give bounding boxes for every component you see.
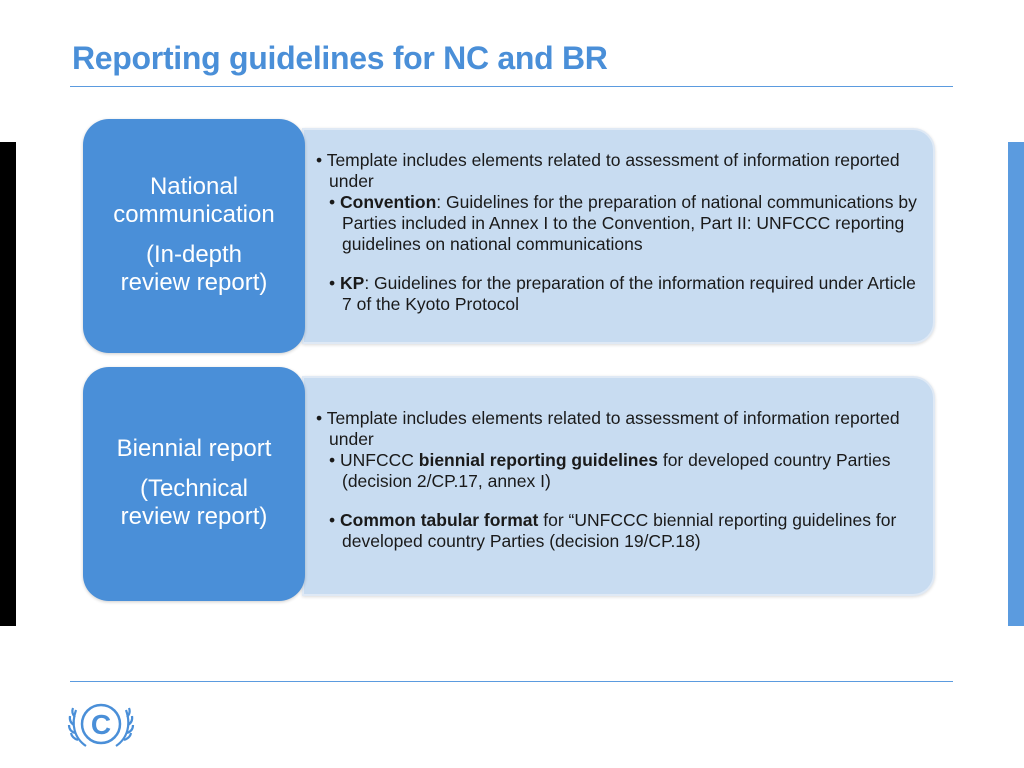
item-text: for “UNFCCC biennial reporting guidelines for developed country Parties (decision 19/CP.18): [342, 510, 897, 551]
bullet-item: [316, 273, 919, 315]
bullet-item: [316, 150, 919, 192]
tab-subtitle: review report): [120, 503, 268, 530]
tab-subtitle: (Technical: [139, 475, 249, 502]
bullet-icon: •: [316, 408, 323, 428]
national-communication-details: [302, 128, 935, 344]
item-bold-label: Convention: [340, 192, 437, 212]
bullet-item: [316, 510, 919, 552]
bullet-icon: •: [316, 150, 323, 170]
item-text: for developed country Parties (decision 2/CP.17, annex I): [342, 450, 891, 491]
un-climate-change-emblem-icon: [66, 694, 136, 754]
left-edge-bar: [0, 142, 16, 626]
title-divider: [70, 86, 953, 87]
national-communication-tab: [83, 119, 305, 353]
item-text: : Guidelines for the preparation of the information required under Article 7 of the Kyoto Protocol: [342, 273, 916, 314]
bullet-icon: •: [329, 450, 336, 470]
biennial-report-tab: [83, 367, 305, 601]
slide-title: Reporting guidelines for NC and BR: [72, 40, 608, 76]
item-bold-label: Common tabular format: [340, 510, 539, 530]
tab-title: communication: [113, 201, 275, 228]
item-prefix: UNFCCC: [340, 450, 419, 470]
bullet-icon: •: [329, 510, 336, 530]
bullet-icon: •: [329, 273, 336, 293]
intro-text: Template includes elements related to assessment of information reported under: [326, 150, 900, 191]
bullet-item: [316, 408, 919, 450]
item-bold-label: KP: [340, 273, 365, 293]
item-bold-label: biennial reporting guidelines: [418, 450, 658, 470]
tab-subtitle: (In-depth: [145, 241, 243, 268]
biennial-report-details: [302, 376, 935, 596]
item-text: : Guidelines for the preparation of national communications by Parties included in Annex I to the Convention, Part II: UNFCCC reporting guidelines on national communications: [342, 192, 917, 254]
intro-text: Template includes elements related to assessment of information reported under: [326, 408, 900, 449]
right-edge-bar: [1008, 142, 1024, 626]
emblem-letter: C: [90, 709, 112, 740]
tab-title: National: [149, 173, 239, 200]
footer-divider: [70, 681, 953, 682]
bullet-item: [316, 192, 919, 255]
tab-subtitle: review report): [120, 269, 268, 296]
bullet-icon: •: [329, 192, 336, 212]
bullet-item: [316, 450, 919, 492]
tab-title: Biennial report: [116, 435, 272, 462]
